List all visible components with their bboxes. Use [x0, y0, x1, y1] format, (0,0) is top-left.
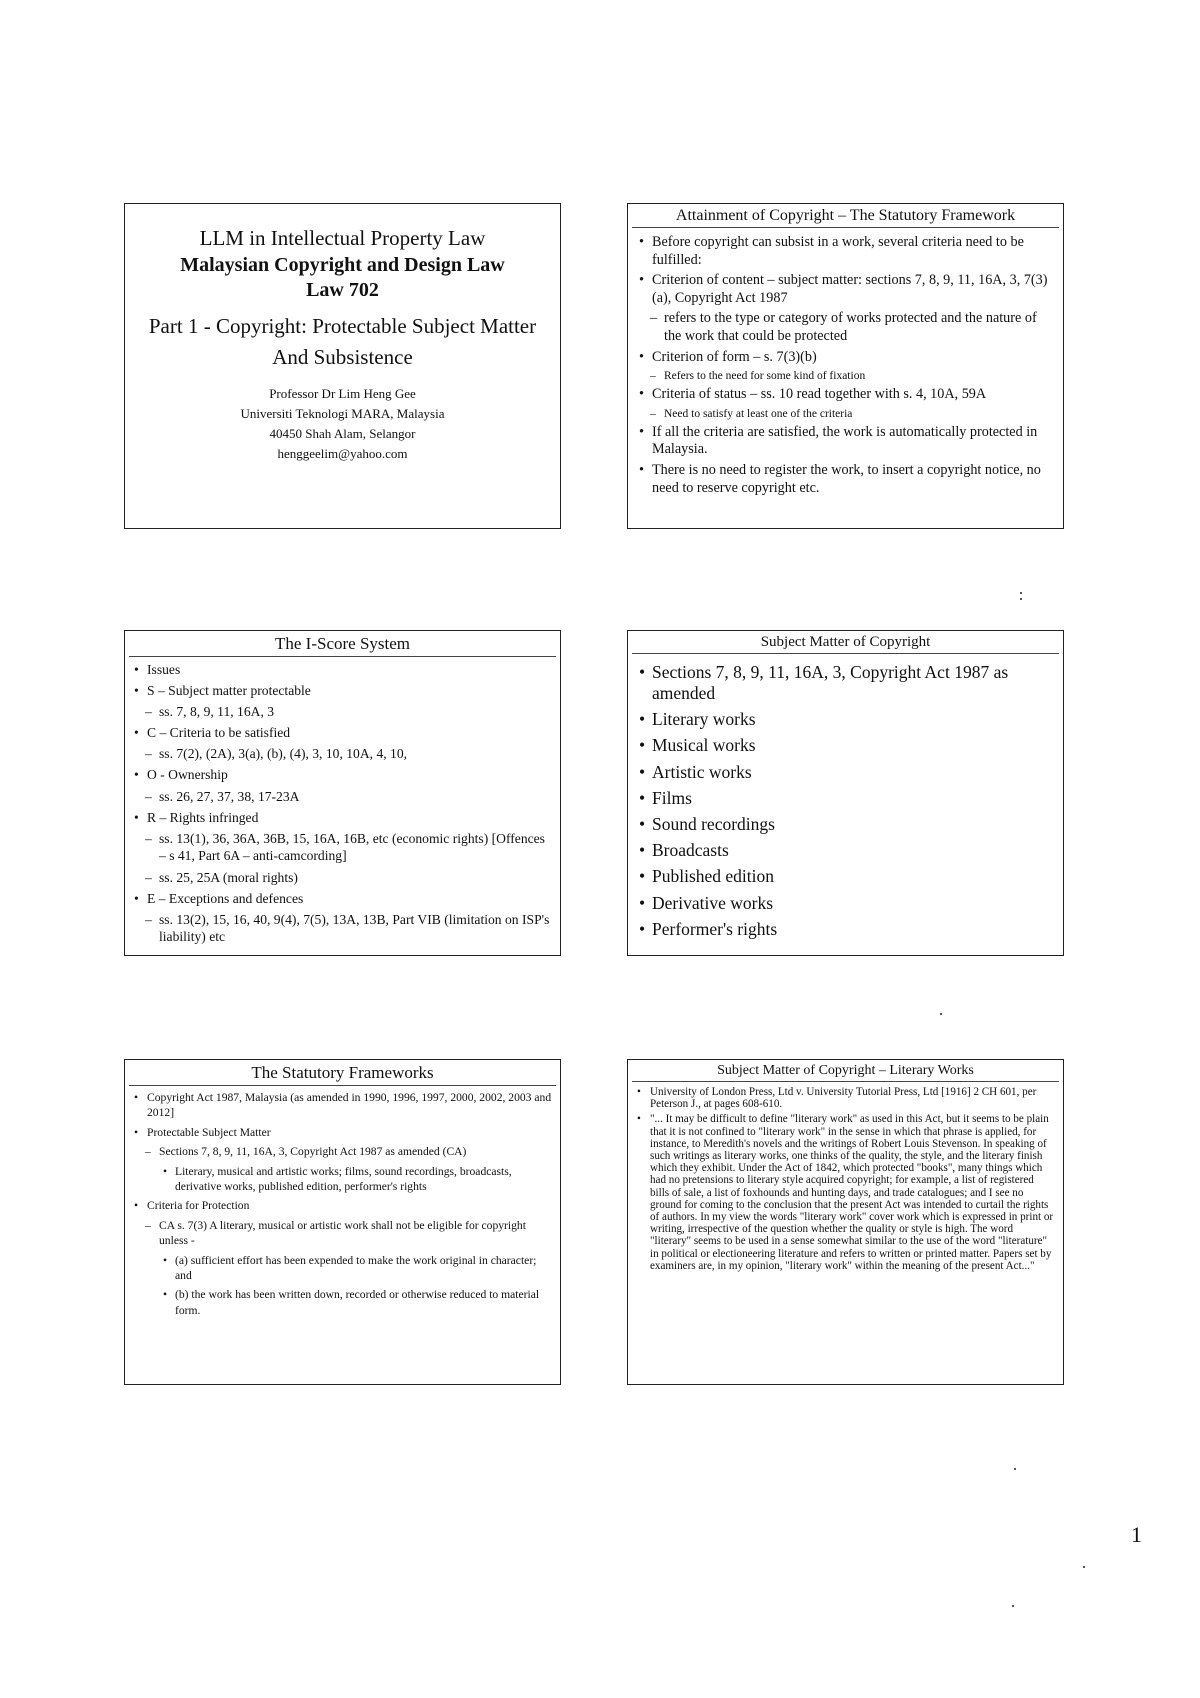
author-name: Professor Dr Lim Heng Gee — [269, 386, 416, 401]
list-item: • (a) sufficient effort has been expended to make the work original in character; and — [131, 1253, 552, 1284]
list-item: • Derivative works — [636, 893, 1055, 914]
slide-heading: The Statutory Frameworks — [129, 1060, 556, 1086]
list-item: • "... It may be difficult to define "literary work" as used in this Act, but it seems to be plain that it is not confined to "literary work" in the sense in which that phrase is applied, for instance, to Meredith's novels and the writings of Robert Louis Stevenson. In speaking of such writings as literary works, one thinks of the quality, the style, and the literary finish which they exhibit. Under the Act of 1842, which protected "books", many things which had no pretensions to literary style acquired copyright; for example, a list of registered bills of sale, a list of foxhounds and hunting days, and trade catalogues; and I see no ground for coming to the conclusion that the present Act was intended to curtail the rights of authors. In my view the words "literary work" cover work which is expressed in print or writing, irrespective of the question whether the quality or style is high. The word "literary" seems to be used in a sense somewhat similar to the use of the word "literature" in political or electioneering literature and refers to written or printed matter. Papers set by examiners are, in my opinion, "literary work" within the meaning of the present Act..." — [634, 1113, 1055, 1272]
list-item: • E – Exceptions and defences — [131, 890, 552, 908]
list-item: • Musical works — [636, 735, 1055, 756]
bullet-list — [125, 657, 560, 946]
bullet-list — [125, 1086, 560, 1318]
course-subject: Malaysian Copyright and Design Law — [180, 254, 505, 276]
list-item: – ss. 7, 8, 9, 11, 16A, 3 — [131, 703, 552, 721]
list-item: • C – Criteria to be satisfied — [131, 724, 552, 742]
list-item: – ss. 13(2), 15, 16, 40, 9(4), 7(5), 13A, 13B, Part VIB (limitation on ISP's liability) etc — [131, 911, 552, 946]
slide-heading: Attainment of Copyright – The Statutory Framework — [632, 204, 1059, 228]
list-item: • Criterion of form – s. 7(3)(b) — [636, 349, 1055, 367]
list-item: • S – Subject matter protectable — [131, 682, 552, 700]
list-item: • There is no need to register the work, to insert a copyright notice, no need to reserve copyright etc. — [636, 462, 1055, 497]
author-block — [125, 384, 560, 464]
scan-speck — [1083, 1566, 1085, 1568]
list-item: • Films — [636, 788, 1055, 809]
author-affiliation: Universiti Teknologi MARA, Malaysia — [240, 406, 445, 421]
list-item: • Criteria of status – ss. 10 read together with s. 4, 10A, 59A — [636, 386, 1055, 404]
slide-statutory-frameworks — [124, 1059, 561, 1385]
course-name: LLM in Intellectual Property Law — [199, 226, 486, 250]
list-item: • Performer's rights — [636, 919, 1055, 940]
scan-speck — [1012, 1605, 1014, 1607]
list-item: • R – Rights infringed — [131, 809, 552, 827]
list-item: – Need to satisfy at least one of the criteria — [636, 407, 1055, 421]
author-address: 40450 Shah Alam, Selangor — [269, 426, 416, 441]
list-item: • (b) the work has been written down, recorded or otherwise reduced to material form. — [131, 1287, 552, 1318]
list-item: – ss. 25, 25A (moral rights) — [131, 869, 552, 887]
list-item: – refers to the type or category of works protected and the nature of the work that could be protected — [636, 310, 1055, 345]
list-item: – CA s. 7(3) A literary, musical or artistic work shall not be eligible for copyright unless - — [131, 1218, 552, 1249]
list-item: – ss. 13(1), 36, 36A, 36B, 15, 16A, 16B, etc (economic rights) [Offences – s 41, Part 6A – anti-camcording] — [131, 830, 552, 865]
list-item: • Criteria for Protection — [131, 1198, 552, 1213]
course-code: Law 702 — [306, 279, 379, 301]
list-item: • Sound recordings — [636, 814, 1055, 835]
slide-literary-works — [627, 1059, 1064, 1385]
list-item: • Published edition — [636, 866, 1055, 887]
list-item: • Protectable Subject Matter — [131, 1125, 552, 1140]
list-item: – Refers to the need for some kind of fixation — [636, 369, 1055, 383]
scan-speck — [1020, 592, 1022, 594]
part-title: Part 1 - Copyright: Protectable Subject Matter — [148, 314, 537, 338]
list-item: • Before copyright can subsist in a work, several criteria need to be fulfilled: — [636, 234, 1055, 269]
list-item: • Copyright Act 1987, Malaysia (as amended in 1990, 1996, 1997, 2000, 2002, 2003 and 2012] — [131, 1090, 552, 1121]
list-item: • Issues — [131, 661, 552, 679]
list-item: – ss. 26, 27, 37, 38, 17-23A — [131, 788, 552, 806]
part-subtitle: And Subsistence — [272, 345, 413, 369]
scan-speck — [940, 1013, 942, 1015]
bullet-list — [628, 654, 1063, 940]
list-item: • Sections 7, 8, 9, 11, 16A, 3, Copyright Act 1987 as amended — [636, 662, 1055, 704]
list-item: • Literary, musical and artistic works; films, sound recordings, broadcasts, derivative works, published edition, performer's rights — [131, 1164, 552, 1195]
list-item: – ss. 7(2), (2A), 3(a), (b), (4), 3, 10, 10A, 4, 10, — [131, 745, 552, 763]
list-item: • Literary works — [636, 709, 1055, 730]
list-item: – Sections 7, 8, 9, 11, 16A, 3, Copyright Act 1987 as amended (CA) — [131, 1144, 552, 1159]
scan-speck — [1020, 598, 1022, 600]
list-item: • Broadcasts — [636, 840, 1055, 861]
list-item: • Criterion of content – subject matter: sections 7, 8, 9, 11, 16A, 3, 7(3)(a), Copyright Act 1987 — [636, 272, 1055, 307]
list-item: • If all the criteria are satisfied, the work is automatically protected in Malaysia. — [636, 424, 1055, 459]
slide-title — [124, 203, 561, 529]
bullet-list — [628, 1082, 1063, 1272]
slide-attainment — [627, 203, 1064, 529]
list-item: • O - Ownership — [131, 766, 552, 784]
slide-heading: The I-Score System — [129, 631, 556, 657]
list-item: • Artistic works — [636, 762, 1055, 783]
slide-heading: Subject Matter of Copyright – Literary Works — [632, 1060, 1059, 1082]
page-number: 1 — [1131, 1522, 1142, 1547]
list-item: • University of London Press, Ltd v. University Tutorial Press, Ltd [1916] 2 CH 601, per Peterson J., at pages 608-610. — [634, 1086, 1055, 1110]
scan-speck — [1014, 1468, 1016, 1470]
slide-subject-matter — [627, 630, 1064, 956]
author-email: henggeelim@yahoo.com — [277, 446, 408, 461]
slide-iscore — [124, 630, 561, 956]
bullet-list — [628, 228, 1063, 497]
slide-heading: Subject Matter of Copyright — [632, 631, 1059, 654]
